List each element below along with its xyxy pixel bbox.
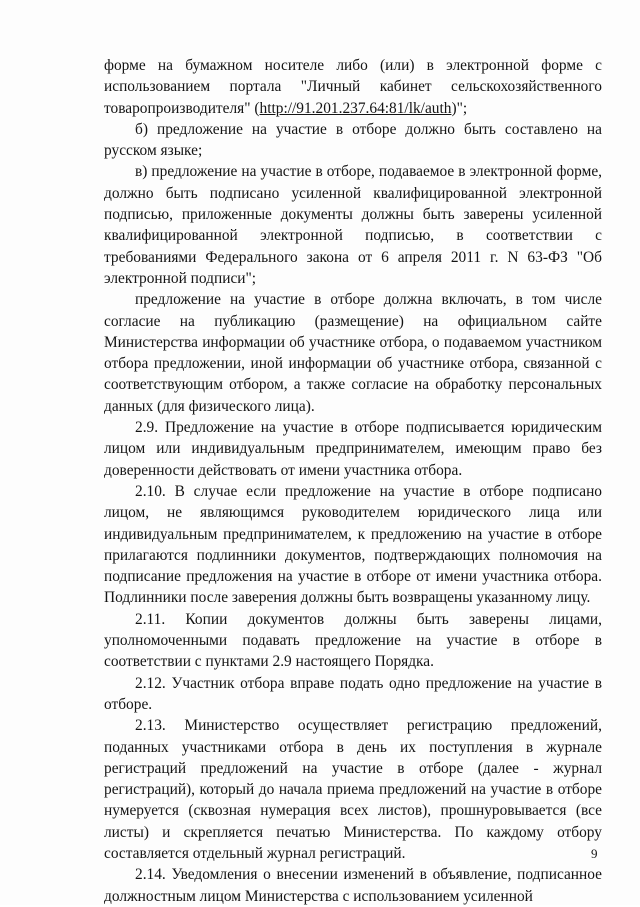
paragraph-v: в) предложение на участие в отборе, подаваемое в электронной форме, должно быть подписано усиленной квалифицированной электронной подписью, приложенные документы должны быть заверены усиленной квалифицированной электронной подписью, в соответствии с требованиями Федерального закона от 6 апреля 2011 г. N 63-ФЗ "Об электронной подписи"; bbox=[104, 163, 602, 287]
document-body bbox=[104, 55, 602, 907]
paragraph-2-12: 2.12. Участник отбора вправе подать одно предложение на участие в отборе. bbox=[104, 674, 602, 713]
paragraph-continuation-text: форме на бумажном носителе либо (или) в электронной форме с использованием портала "Личный кабинет сельскохозяйственного товаропроизводителя" ( bbox=[104, 57, 602, 117]
paragraph-continuation bbox=[104, 55, 602, 119]
paragraph-2-14: 2.14. Уведомления о внесении изменений в объявление, подписанное должностным лицом Министерства с использованием усиленной bbox=[104, 866, 602, 905]
page-number: 9 bbox=[591, 846, 598, 861]
paragraph-2-13: 2.13. Министерство осуществляет регистрацию предложений, поданных участниками отбора в день их поступления в журнале регистраций предложений на участие в отборе (далее - журнал регистраций), который до начала приема предложений на участие в отборе нумеруется (сквозная нумерация всех листов), прошнуровывается (все листы) и скрепляется печатью Министерства. По каждому отбору составляется отдельный журнал регистраций. bbox=[104, 717, 602, 862]
paragraph-2-11: 2.11. Копии документов должны быть заверены лицами, уполномоченными подавать предложение на участие в отборе в соответствии с пунктами 2.9 настоящего Порядка. bbox=[104, 610, 602, 671]
paragraph-b: б) предложение на участие в отборе должно быть составлено на русском языке; bbox=[104, 120, 602, 160]
paragraph-include: предложение на участие в отборе должна включать, в том числе согласие на публикацию (размещение) на официальном сайте Министерства информации об участнике отбора, о подаваемом участником отбора предложении, иной информации об участнике отбора, связанной с соответствующим отбором, а также согласие на обработку персональных данных (для физического лица). bbox=[104, 291, 602, 415]
paragraph-2-10: 2.10. В случае если предложение на участие в отборе подписано лицом, не являющимся руководителем юридического лица или индивидуальным предпринимателем, к предложению на участие в отборе прилагаются подлинники документов, подтверждающих полномочия на подписание предложения на участие в отборе от имени участника отбора. Подлинники после заверения должны быть возвращены указанному лицу. bbox=[104, 482, 602, 607]
portal-link[interactable]: http://91.201.237.64:81/lk/auth bbox=[259, 99, 452, 117]
paragraph-2-9: 2.9. Предложение на участие в отборе подписывается юридическим лицом или индивидуальным предпринимателем, имеющим право без доверенности действовать от имени участника отбора. bbox=[104, 419, 602, 479]
paragraph-continuation-tail: )"; bbox=[451, 99, 468, 117]
